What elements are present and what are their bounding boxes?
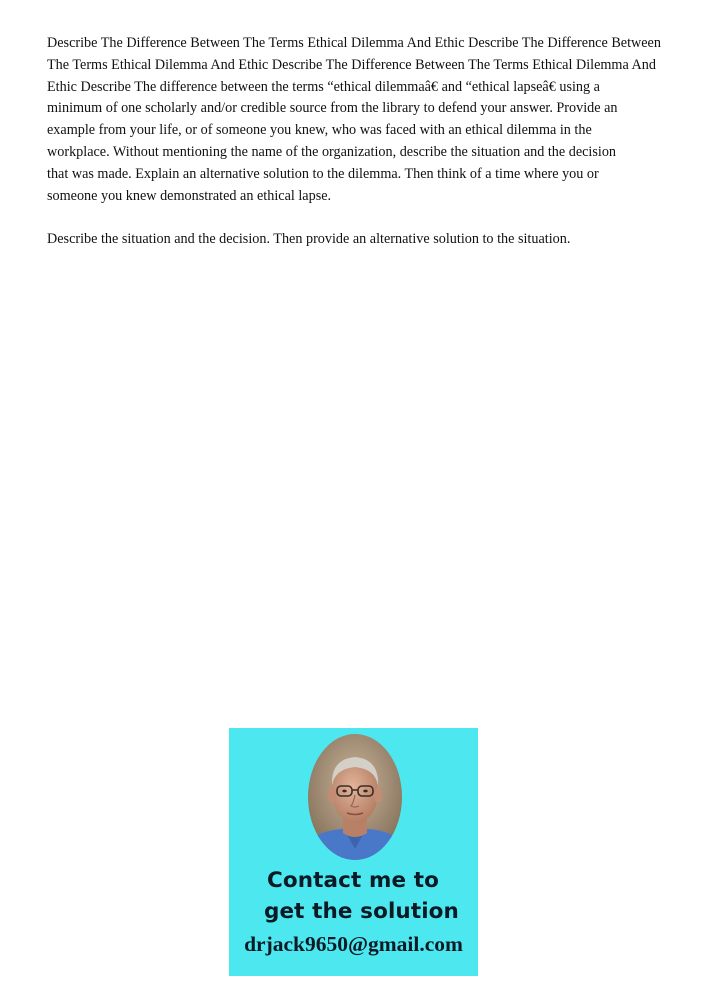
promo-headline-line-2: get the solution xyxy=(264,899,459,924)
body-line: example from your life, or of someone you knew, who was faced with an ethical dilemma in the xyxy=(47,122,592,139)
paragraph-spacer xyxy=(47,207,687,229)
body-line: that was made. Explain an alternative solution to the dilemma. Then think of a time where you or xyxy=(47,165,599,182)
body-line: Ethic Describe The difference between the terms “ethical dilemmaâ€ and “ethical lapseâ€ using a xyxy=(47,78,600,95)
portrait-photo xyxy=(307,733,403,861)
body-line: workplace. Without mentioning the name of the organization, describe the situation and the decision xyxy=(47,143,617,160)
contact-email[interactable]: drjack9650@gmail.com xyxy=(244,932,463,956)
contact-promo-banner[interactable] xyxy=(229,728,478,976)
body-line: minimum of one scholarly and/or credible source from the library to defend your answer. Provide an xyxy=(47,100,618,117)
body-line: someone you knew demonstrated an ethical lapse. xyxy=(47,187,332,204)
document-body xyxy=(47,33,687,251)
body-line: The Terms Ethical Dilemma And Ethic Describe The Difference Between The Terms Ethical Dilemma And xyxy=(47,56,656,73)
body-line: Describe The Difference Between The Terms Ethical Dilemma And Ethic Describe The Difference Between xyxy=(47,35,661,51)
promo-headline-line-1: Contact me to xyxy=(267,868,439,893)
body-paragraph-2: Describe the situation and the decision. Then provide an alternative solution to the situation. xyxy=(47,230,571,247)
